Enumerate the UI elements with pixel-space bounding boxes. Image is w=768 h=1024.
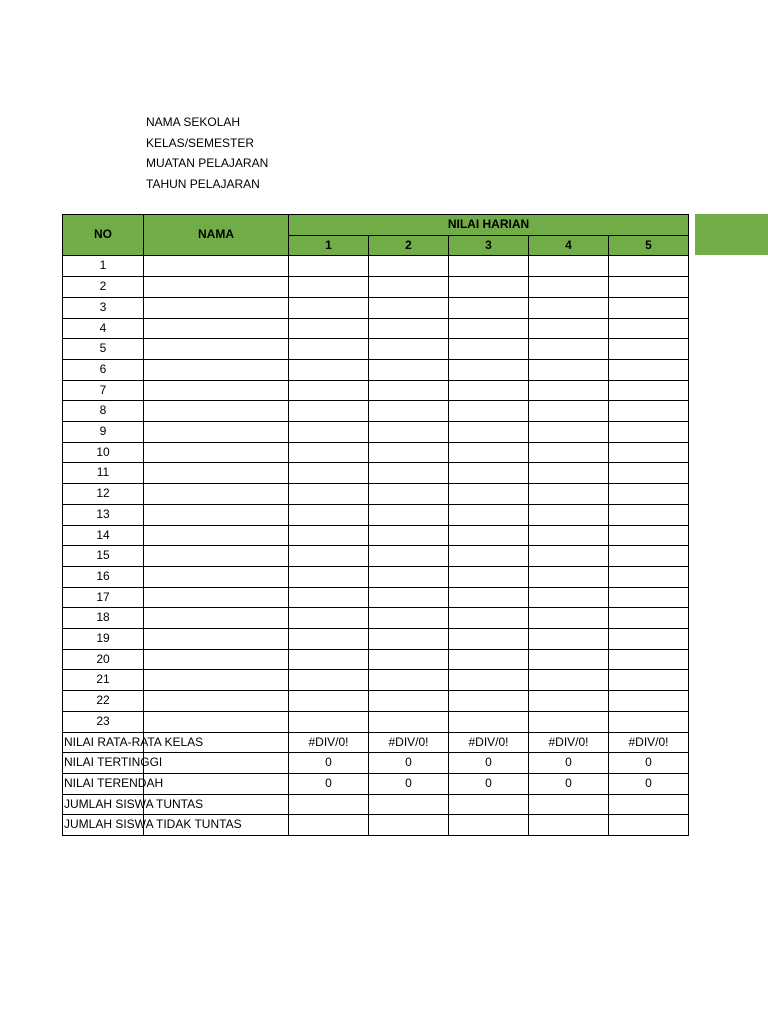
student-name-cell[interactable] <box>144 442 289 463</box>
grade-cell-3[interactable] <box>449 256 529 277</box>
student-name-cell[interactable] <box>144 691 289 712</box>
grade-cell-1[interactable] <box>289 566 369 587</box>
grade-cell-1[interactable] <box>289 670 369 691</box>
grade-cell-5[interactable] <box>609 711 689 732</box>
grade-cell-1[interactable] <box>289 546 369 567</box>
summary-label <box>63 773 289 794</box>
grade-cell-5[interactable] <box>609 691 689 712</box>
grade-cell-4[interactable] <box>529 629 609 650</box>
row-number: 3 <box>63 297 144 318</box>
grade-cell-5[interactable] <box>609 484 689 505</box>
summary-row <box>63 753 689 774</box>
grade-cell-5[interactable] <box>609 608 689 629</box>
grade-cell-1[interactable] <box>289 711 369 732</box>
student-name-cell[interactable] <box>144 525 289 546</box>
row-number: 8 <box>63 401 144 422</box>
row-number: 7 <box>63 380 144 401</box>
grade-cell-3[interactable] <box>449 587 529 608</box>
summary-label-text: JUMLAH SISWA TUNTAS <box>64 796 204 811</box>
grade-cell-5[interactable] <box>609 318 689 339</box>
student-name-cell[interactable] <box>144 566 289 587</box>
grade-cell-1[interactable] <box>289 691 369 712</box>
grade-cell-3[interactable] <box>449 711 529 732</box>
grade-cell-1[interactable] <box>289 442 369 463</box>
grade-cell-2[interactable] <box>369 442 449 463</box>
grade-cell-1[interactable] <box>289 339 369 360</box>
grade-cell-4[interactable] <box>529 484 609 505</box>
summary-value-4: #DIV/0! <box>529 732 609 753</box>
student-name-cell[interactable] <box>144 670 289 691</box>
grade-cell-1[interactable] <box>289 608 369 629</box>
summary-value-4 <box>529 815 609 836</box>
table-row <box>63 297 689 318</box>
grade-cell-3[interactable] <box>449 566 529 587</box>
summary-label <box>63 732 289 753</box>
row-number: 18 <box>63 608 144 629</box>
table-row <box>63 711 689 732</box>
grade-cell-4[interactable] <box>529 670 609 691</box>
student-name-cell[interactable] <box>144 422 289 443</box>
summary-row <box>63 815 689 836</box>
table-row <box>63 670 689 691</box>
row-number: 2 <box>63 277 144 298</box>
grade-cell-1[interactable] <box>289 484 369 505</box>
table-row <box>63 359 689 380</box>
row-number: 12 <box>63 484 144 505</box>
student-name-cell[interactable] <box>144 297 289 318</box>
summary-value-2 <box>369 815 449 836</box>
table-row <box>63 442 689 463</box>
summary-value-1: 0 <box>289 773 369 794</box>
summary-row <box>63 732 689 753</box>
row-number: 14 <box>63 525 144 546</box>
table-row <box>63 566 689 587</box>
grade-cell-3[interactable] <box>449 442 529 463</box>
grade-cell-2[interactable] <box>369 422 449 443</box>
summary-value-4: 0 <box>529 753 609 774</box>
student-name-cell[interactable] <box>144 277 289 298</box>
table-row <box>63 587 689 608</box>
table-row <box>63 339 689 360</box>
student-name-cell[interactable] <box>144 608 289 629</box>
header-no: NO <box>63 215 144 256</box>
summary-value-5: 0 <box>609 773 689 794</box>
table-row <box>63 608 689 629</box>
grade-cell-2[interactable] <box>369 318 449 339</box>
summary-label-text: NILAI TERENDAH <box>64 775 164 790</box>
grade-cell-3[interactable] <box>449 608 529 629</box>
grade-cell-2[interactable] <box>369 566 449 587</box>
table-row <box>63 691 689 712</box>
grade-cell-3[interactable] <box>449 318 529 339</box>
grade-cell-4[interactable] <box>529 297 609 318</box>
grade-cell-5[interactable] <box>609 525 689 546</box>
summary-value-5 <box>609 815 689 836</box>
grade-cell-3[interactable] <box>449 691 529 712</box>
subject-label: MUATAN PELAJARAN <box>146 156 269 171</box>
header-nilai-5: 5 <box>609 235 689 256</box>
table-row <box>63 629 689 650</box>
summary-value-1 <box>289 815 369 836</box>
grade-cell-4[interactable] <box>529 649 609 670</box>
summary-value-1: 0 <box>289 753 369 774</box>
header-nilai-harian: NILAI HARIAN <box>289 215 689 236</box>
grade-cell-2[interactable] <box>369 256 449 277</box>
student-name-cell[interactable] <box>144 359 289 380</box>
grade-cell-5[interactable] <box>609 670 689 691</box>
grade-cell-4[interactable] <box>529 691 609 712</box>
grade-cell-2[interactable] <box>369 711 449 732</box>
grade-cell-3[interactable] <box>449 277 529 298</box>
row-number: 9 <box>63 422 144 443</box>
student-name-cell[interactable] <box>144 380 289 401</box>
grade-cell-1[interactable] <box>289 649 369 670</box>
school-name-label: NAMA SEKOLAH <box>146 115 241 129</box>
grade-cell-5[interactable] <box>609 277 689 298</box>
student-name-cell[interactable] <box>144 629 289 650</box>
summary-value-2: 0 <box>369 753 449 774</box>
summary-label-text: NILAI RATA-RATA KELAS <box>64 734 204 749</box>
summary-value-5: #DIV/0! <box>609 732 689 753</box>
grade-cell-3[interactable] <box>449 380 529 401</box>
grade-cell-2[interactable] <box>369 649 449 670</box>
grade-cell-5[interactable] <box>609 297 689 318</box>
summary-label <box>63 753 289 774</box>
grade-cell-3[interactable] <box>449 422 529 443</box>
summary-label-text: NILAI TERTINGGI <box>64 755 163 770</box>
summary-value-4: 0 <box>529 773 609 794</box>
table-row <box>63 463 689 484</box>
summary-row <box>63 794 689 815</box>
grade-cell-4[interactable] <box>529 401 609 422</box>
summary-value-1 <box>289 794 369 815</box>
grade-cell-5[interactable] <box>609 422 689 443</box>
grade-cell-1[interactable] <box>289 318 369 339</box>
row-number: 10 <box>63 442 144 463</box>
summary-value-3: 0 <box>449 773 529 794</box>
student-name-cell[interactable] <box>144 649 289 670</box>
grade-cell-1[interactable] <box>289 525 369 546</box>
grade-cell-4[interactable] <box>529 359 609 380</box>
summary-rows <box>63 732 689 836</box>
table-row <box>63 422 689 443</box>
grade-cell-2[interactable] <box>369 629 449 650</box>
row-number: 22 <box>63 691 144 712</box>
grade-cell-1[interactable] <box>289 422 369 443</box>
grade-cell-5[interactable] <box>609 629 689 650</box>
summary-value-2: 0 <box>369 773 449 794</box>
student-name-cell[interactable] <box>144 256 289 277</box>
grade-cell-2[interactable] <box>369 670 449 691</box>
table-row <box>63 318 689 339</box>
summary-value-3 <box>449 815 529 836</box>
grade-cell-4[interactable] <box>529 608 609 629</box>
table-row <box>63 256 689 277</box>
row-number: 11 <box>63 463 144 484</box>
grade-cell-4[interactable] <box>529 525 609 546</box>
grade-cell-2[interactable] <box>369 401 449 422</box>
student-name-cell[interactable] <box>144 401 289 422</box>
table-row <box>63 277 689 298</box>
grade-cell-1[interactable] <box>289 277 369 298</box>
table-row <box>63 546 689 567</box>
grade-cell-2[interactable] <box>369 339 449 360</box>
row-number: 21 <box>63 670 144 691</box>
grade-cell-3[interactable] <box>449 504 529 525</box>
summary-value-3 <box>449 794 529 815</box>
grade-cell-4[interactable] <box>529 277 609 298</box>
grade-cell-3[interactable] <box>449 649 529 670</box>
class-semester-label: KELAS/SEMESTER <box>146 135 255 150</box>
grade-cell-5[interactable] <box>609 649 689 670</box>
grade-cell-5[interactable] <box>609 504 689 525</box>
summary-value-2: #DIV/0! <box>369 732 449 753</box>
grade-cell-3[interactable] <box>449 546 529 567</box>
document-info <box>146 112 268 195</box>
summary-row <box>63 773 689 794</box>
grade-cell-1[interactable] <box>289 463 369 484</box>
grade-cell-2[interactable] <box>369 484 449 505</box>
grade-table <box>62 214 689 836</box>
grade-cell-4[interactable] <box>529 339 609 360</box>
summary-value-4 <box>529 794 609 815</box>
grade-cell-1[interactable] <box>289 256 369 277</box>
grade-cell-3[interactable] <box>449 359 529 380</box>
grade-cell-4[interactable] <box>529 442 609 463</box>
student-name-cell[interactable] <box>144 587 289 608</box>
grade-cell-5[interactable] <box>609 442 689 463</box>
student-name-cell[interactable] <box>144 711 289 732</box>
header-green-strip <box>695 214 768 255</box>
grade-cell-1[interactable] <box>289 629 369 650</box>
header-nilai-3: 3 <box>449 235 529 256</box>
header-nilai-2: 2 <box>369 235 449 256</box>
header-nama: NAMA <box>144 215 289 256</box>
grade-cell-2[interactable] <box>369 297 449 318</box>
grade-cell-1[interactable] <box>289 359 369 380</box>
table-row <box>63 484 689 505</box>
grade-cell-3[interactable] <box>449 401 529 422</box>
grade-cell-3[interactable] <box>449 670 529 691</box>
grade-cell-5[interactable] <box>609 359 689 380</box>
grade-cell-2[interactable] <box>369 380 449 401</box>
grade-cell-2[interactable] <box>369 546 449 567</box>
student-name-cell[interactable] <box>144 504 289 525</box>
row-number: 4 <box>63 318 144 339</box>
summary-label <box>63 815 289 836</box>
table-row <box>63 649 689 670</box>
grade-cell-4[interactable] <box>529 318 609 339</box>
header-nilai-4: 4 <box>529 235 609 256</box>
grade-cell-5[interactable] <box>609 339 689 360</box>
summary-value-2 <box>369 794 449 815</box>
grade-cell-3[interactable] <box>449 297 529 318</box>
summary-value-1: #DIV/0! <box>289 732 369 753</box>
summary-value-3: 0 <box>449 753 529 774</box>
grade-cell-5[interactable] <box>609 546 689 567</box>
grade-cell-5[interactable] <box>609 380 689 401</box>
grade-cell-5[interactable] <box>609 566 689 587</box>
student-name-cell[interactable] <box>144 484 289 505</box>
table-row <box>63 401 689 422</box>
grade-cell-4[interactable] <box>529 380 609 401</box>
grade-cell-4[interactable] <box>529 256 609 277</box>
grade-cell-2[interactable] <box>369 587 449 608</box>
grade-cell-2[interactable] <box>369 525 449 546</box>
grade-cell-3[interactable] <box>449 629 529 650</box>
grade-cell-1[interactable] <box>289 504 369 525</box>
row-number: 5 <box>63 339 144 360</box>
grade-cell-3[interactable] <box>449 525 529 546</box>
grade-cell-2[interactable] <box>369 608 449 629</box>
grade-cell-2[interactable] <box>369 359 449 380</box>
grade-cell-4[interactable] <box>529 566 609 587</box>
row-number: 16 <box>63 566 144 587</box>
grade-cell-1[interactable] <box>289 380 369 401</box>
row-number: 13 <box>63 504 144 525</box>
grade-cell-4[interactable] <box>529 504 609 525</box>
summary-value-5 <box>609 794 689 815</box>
row-number: 19 <box>63 629 144 650</box>
table-row <box>63 525 689 546</box>
grade-cell-4[interactable] <box>529 463 609 484</box>
grade-cell-4[interactable] <box>529 422 609 443</box>
student-rows <box>63 256 689 732</box>
row-number: 15 <box>63 546 144 567</box>
grade-cell-4[interactable] <box>529 711 609 732</box>
grade-cell-3[interactable] <box>449 339 529 360</box>
grade-cell-1[interactable] <box>289 587 369 608</box>
row-number: 6 <box>63 359 144 380</box>
grade-cell-5[interactable] <box>609 256 689 277</box>
summary-value-3: #DIV/0! <box>449 732 529 753</box>
grade-cell-4[interactable] <box>529 587 609 608</box>
grade-cell-1[interactable] <box>289 297 369 318</box>
student-name-cell[interactable] <box>144 463 289 484</box>
student-name-cell[interactable] <box>144 318 289 339</box>
grade-cell-3[interactable] <box>449 463 529 484</box>
header-nilai-1: 1 <box>289 235 369 256</box>
row-number: 23 <box>63 711 144 732</box>
grade-cell-5[interactable] <box>609 587 689 608</box>
summary-label <box>63 794 289 815</box>
year-label: TAHUN PELAJARAN <box>146 177 260 192</box>
student-name-cell[interactable] <box>144 546 289 567</box>
grade-cell-2[interactable] <box>369 504 449 525</box>
student-name-cell[interactable] <box>144 339 289 360</box>
grade-cell-5[interactable] <box>609 401 689 422</box>
row-number: 1 <box>63 256 144 277</box>
summary-label-text: JUMLAH SISWA TIDAK TUNTAS <box>64 817 242 832</box>
grade-cell-3[interactable] <box>449 484 529 505</box>
grade-cell-1[interactable] <box>289 401 369 422</box>
grade-cell-5[interactable] <box>609 463 689 484</box>
summary-value-5: 0 <box>609 753 689 774</box>
row-number: 17 <box>63 587 144 608</box>
table-row <box>63 380 689 401</box>
grade-cell-2[interactable] <box>369 463 449 484</box>
grade-cell-2[interactable] <box>369 691 449 712</box>
row-number: 20 <box>63 649 144 670</box>
grade-cell-2[interactable] <box>369 277 449 298</box>
grade-cell-4[interactable] <box>529 546 609 567</box>
table-row <box>63 504 689 525</box>
